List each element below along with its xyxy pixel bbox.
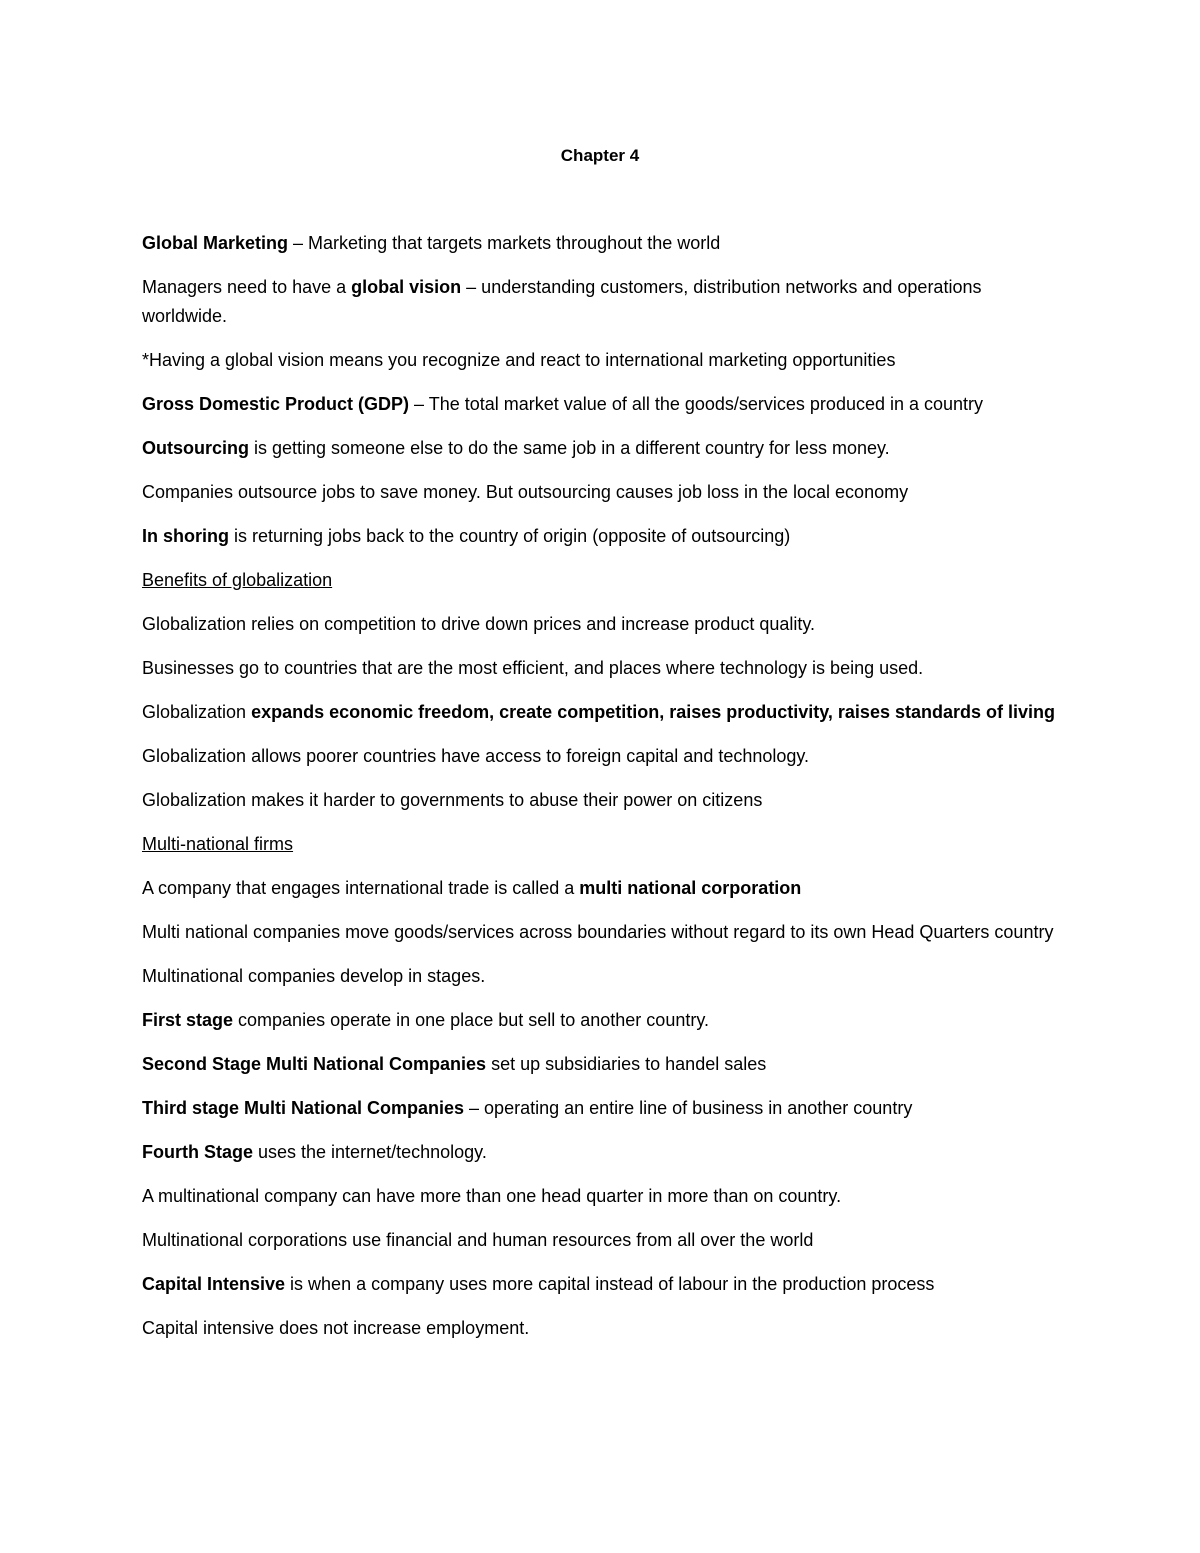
bold-term: global vision xyxy=(351,277,462,297)
paragraph xyxy=(142,434,1067,463)
page-title: Chapter 4 xyxy=(560,146,640,165)
paragraph-text: companies operate in one place but sell to another country. xyxy=(233,1010,709,1030)
paragraph xyxy=(142,786,1067,815)
paragraph xyxy=(142,273,1067,331)
paragraph xyxy=(142,478,1067,507)
paragraph-text: set up subsidiaries to handel sales xyxy=(486,1054,767,1074)
bold-term: First stage xyxy=(142,1010,234,1030)
paragraph xyxy=(142,1270,1067,1299)
paragraph xyxy=(142,390,1067,419)
paragraph-text: A company that engages international trade is called a xyxy=(142,878,580,898)
paragraph-text: Multinational corporations use financial and human resources from all over the world xyxy=(142,1230,814,1250)
paragraph-text: Businesses go to countries that are the most efficient, and places where technology is being used. xyxy=(142,658,924,678)
paragraph-text: is returning jobs back to the country of origin (opposite of outsourcing) xyxy=(229,526,791,546)
paragraph xyxy=(142,610,1067,639)
paragraph xyxy=(142,1138,1067,1167)
paragraph xyxy=(142,1006,1067,1035)
paragraph-text: – operating an entire line of business in another country xyxy=(464,1098,913,1118)
paragraph xyxy=(142,654,1067,683)
paragraph-text: – understanding customers, distribution networks and operations worldwide. xyxy=(142,277,982,326)
paragraph xyxy=(142,346,1067,375)
paragraph xyxy=(142,874,1067,903)
paragraph-text: *Having a global vision means you recognize and react to international marketing opportunities xyxy=(142,350,896,370)
paragraph xyxy=(142,1314,1067,1343)
paragraph-text: Globalization xyxy=(142,702,252,722)
paragraph-text: Globalization makes it harder to governments to abuse their power on citizens xyxy=(142,790,763,810)
bold-term: expands economic freedom, create competition, raises productivity, raises standards of living xyxy=(251,702,1055,722)
bold-term: In shoring xyxy=(142,526,229,546)
bold-term: Capital Intensive xyxy=(142,1274,286,1294)
paragraph-text: is when a company uses more capital instead of labour in the production process xyxy=(285,1274,935,1294)
paragraph xyxy=(142,962,1067,991)
section-heading xyxy=(142,566,1067,595)
paragraph xyxy=(142,742,1067,771)
paragraph-text: Capital intensive does not increase employment. xyxy=(142,1318,530,1338)
paragraph-text: is getting someone else to do the same job in a different country for less money. xyxy=(249,438,890,458)
bold-term: multi national corporation xyxy=(579,878,802,898)
heading-text: Multi-national firms xyxy=(142,834,294,854)
paragraph-text: Globalization allows poorer countries have access to foreign capital and technology. xyxy=(142,746,810,766)
bold-term: Third stage Multi National Companies xyxy=(142,1098,465,1118)
paragraph-text: Globalization relies on competition to drive down prices and increase product quality. xyxy=(142,614,816,634)
paragraph xyxy=(142,1182,1067,1211)
paragraph xyxy=(142,229,1067,258)
paragraph xyxy=(142,1050,1067,1079)
section-heading xyxy=(142,830,1067,859)
heading-text: Benefits of globalization xyxy=(142,570,333,590)
paragraph-text: Companies outsource jobs to save money. But outsourcing causes job loss in the local economy xyxy=(142,482,909,502)
paragraph-text: – Marketing that targets markets throughout the world xyxy=(288,233,721,253)
paragraph-text: A multinational company can have more than one head quarter in more than on country. xyxy=(142,1186,842,1206)
paragraph-text: Multi national companies move goods/services across boundaries without regard to its own Head Quarters country xyxy=(142,922,1054,942)
paragraph xyxy=(142,918,1067,947)
paragraph xyxy=(142,698,1067,727)
paragraph-text: Multinational companies develop in stages. xyxy=(142,966,486,986)
bold-term: Fourth Stage xyxy=(142,1142,253,1162)
bold-term: Outsourcing xyxy=(142,438,249,458)
bold-term: Second Stage Multi National Companies xyxy=(142,1054,487,1074)
paragraph-text: Managers need to have a xyxy=(142,277,352,297)
paragraph xyxy=(142,1094,1067,1123)
document-body xyxy=(142,229,1067,1358)
paragraph-text: – The total market value of all the goods/services produced in a country xyxy=(409,394,984,414)
bold-term: Gross Domestic Product (GDP) xyxy=(142,394,410,414)
paragraph xyxy=(142,522,1067,551)
paragraph-text: uses the internet/technology. xyxy=(253,1142,487,1162)
bold-term: Global Marketing xyxy=(142,233,289,253)
paragraph xyxy=(142,1226,1067,1255)
